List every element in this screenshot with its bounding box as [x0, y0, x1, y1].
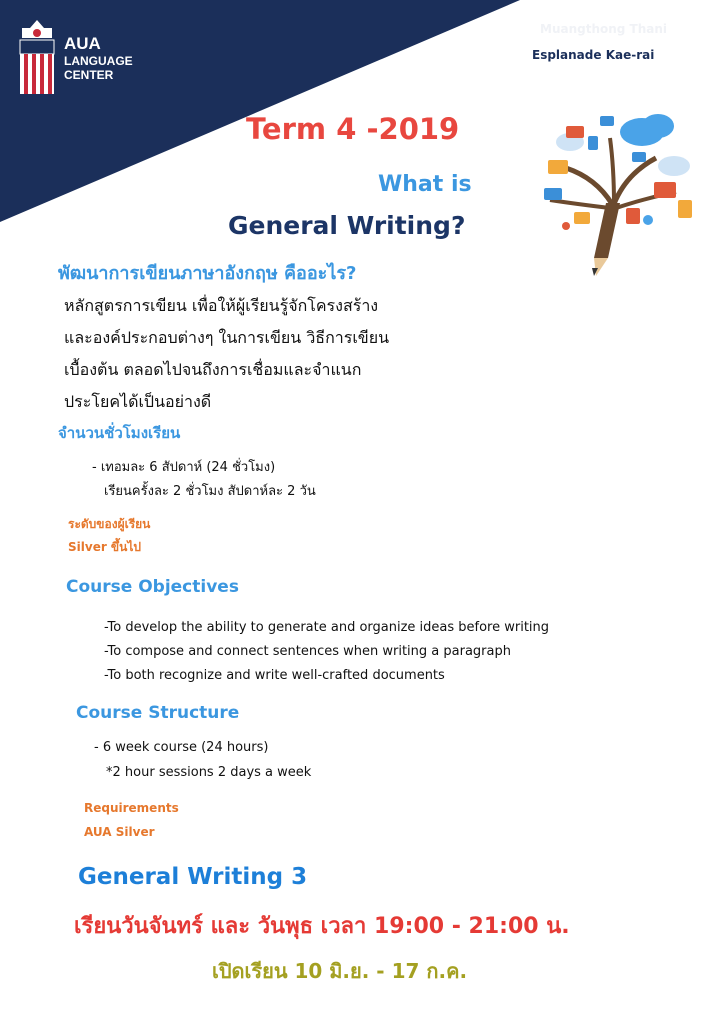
objectives-heading: Course Objectives	[66, 577, 239, 597]
footer-dates: เปิดเรียน 10 มิ.ย. - 17 ก.ค.	[212, 959, 468, 983]
hours-heading: จำนวนชั่วโมงเรียน	[58, 424, 181, 442]
term-title: Term 4 -2019	[246, 112, 460, 146]
level-value: Silver ขึ้นไป	[68, 540, 141, 554]
hours-line: เรียนครั้งละ 2 ชั่วโมง สัปดาห์ละ 2 วัน	[104, 484, 316, 499]
structure-line: - 6 week course (24 hours)	[94, 740, 269, 755]
objective-item: -To both recognize and write well-crafted documents	[104, 668, 445, 683]
description-line: หลักสูตรการเขียน เพื่อให้ผู้เรียนรู้จักโครงสร้าง	[64, 296, 379, 315]
thai-question-heading: พัฒนาการเขียนภาษาอังกฤษ คืออะไร?	[58, 263, 357, 284]
footer-course-name: General Writing 3	[78, 864, 308, 890]
requirements-value: AUA Silver	[84, 825, 155, 839]
description-line: เบื้องต้น ตลอดไปจนถึงการเชื่อมและจำแนก	[64, 360, 362, 379]
logo-text	[64, 34, 133, 82]
branch-bottom: Esplanade Kae-rai	[532, 48, 655, 62]
structure-heading: Course Structure	[76, 703, 240, 723]
logo-line2: LANGUAGE	[64, 54, 133, 68]
aua-logo-icon	[16, 18, 58, 96]
logo-line3: CENTER	[64, 68, 114, 82]
logo-line1: AUA	[64, 34, 101, 53]
hours-line: - เทอมละ 6 สัปดาห์ (24 ชั่วโมง)	[92, 460, 276, 475]
footer-schedule: เรียนวันจันทร์ และ วันพุธ เวลา 19:00 - 21:00 น.	[74, 914, 570, 939]
level-heading: ระดับของผู้เรียน	[68, 517, 151, 531]
pencil-tree-illustration-icon	[536, 108, 706, 280]
description-line: และองค์ประกอบต่างๆ ในการเขียน วิธีการเขียน	[64, 328, 390, 347]
description	[64, 290, 389, 418]
objective-item: -To develop the ability to generate and organize ideas before writing	[104, 620, 550, 635]
course-name-heading: General Writing?	[228, 211, 466, 240]
branch-top: Muangthong Thani	[540, 22, 668, 36]
requirements-heading: Requirements	[84, 801, 179, 815]
objective-item: -To compose and connect sentences when writing a paragraph	[104, 644, 511, 659]
what-is-heading: What is	[378, 172, 472, 197]
structure-line: *2 hour sessions 2 days a week	[106, 765, 312, 780]
description-line: ประโยคได้เป็นอย่างดี	[64, 392, 212, 411]
